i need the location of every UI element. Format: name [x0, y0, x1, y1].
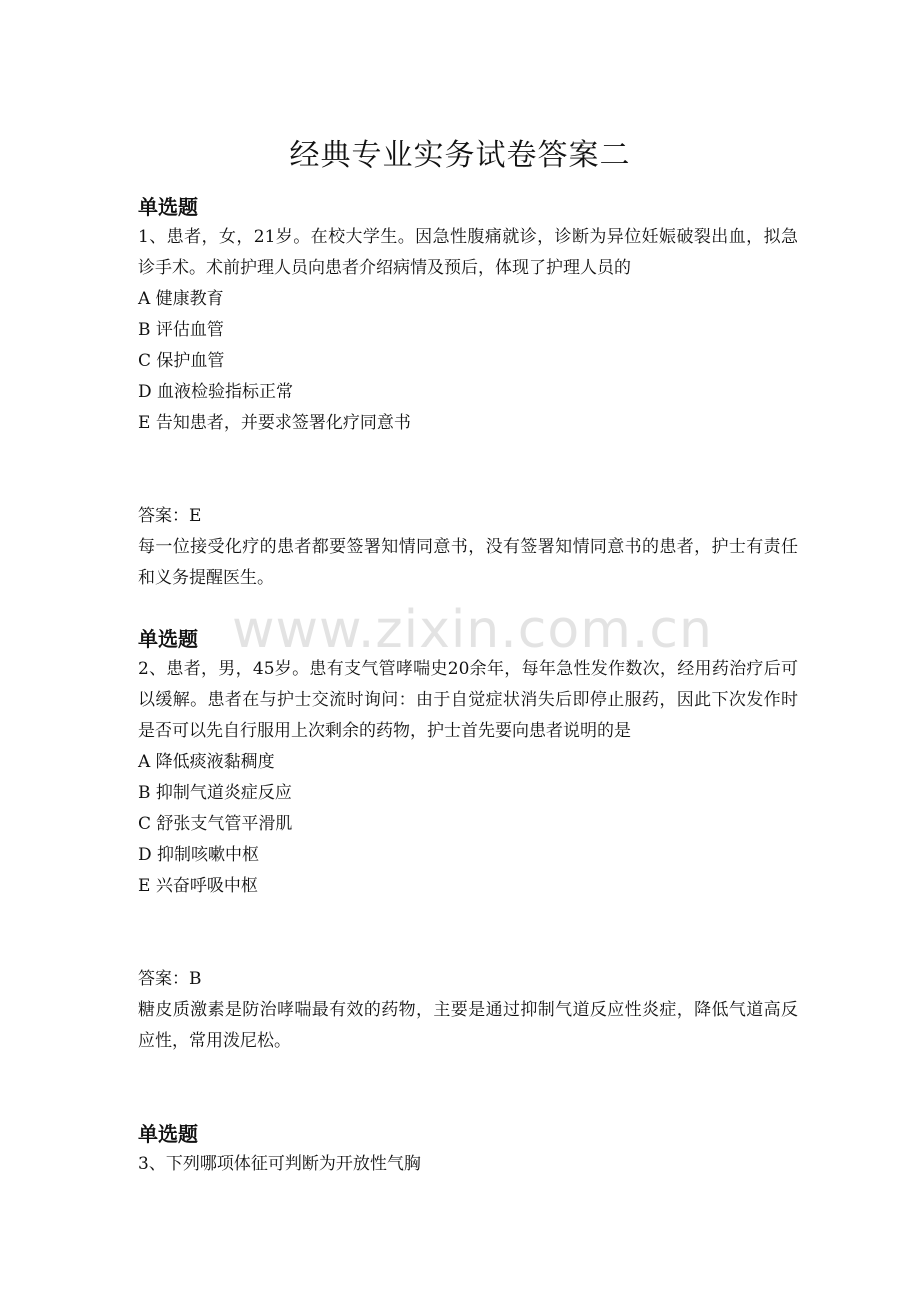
answer-block — [138, 501, 798, 594]
option-c: C 舒张支气管平滑肌 — [138, 814, 293, 834]
page-title: 经典专业实务试卷答案二 — [289, 138, 631, 174]
question-3 — [138, 1119, 798, 1180]
answer-block — [138, 964, 798, 1057]
question-stem: 1、患者，女，21岁。在校大学生。因急性腹痛就诊，诊断为异位妊娠破裂出血，拟急诊手术。术前护理人员向患者介绍病情及预后，体现了护理人员的 — [138, 227, 798, 278]
option-b: B 评估血管 — [138, 320, 224, 340]
answer-explanation: 糖皮质激素是防治哮喘最有效的药物，主要是通过抑制气道反应性炎症，降低气道高反应性，常用泼尼松。 — [138, 1000, 798, 1051]
option-a: A 降低痰液黏稠度 — [138, 752, 275, 772]
option-c: C 保护血管 — [138, 351, 225, 371]
option-e: E 告知患者，并要求签署化疗同意书 — [138, 413, 411, 433]
option-b: B 抑制气道炎症反应 — [138, 783, 292, 803]
option-a: A 健康教育 — [138, 289, 224, 309]
option-d: D 抑制咳嗽中枢 — [138, 845, 260, 865]
question-type-heading: 单选题 — [138, 195, 198, 219]
question-type-heading: 单选题 — [138, 1122, 198, 1146]
answer-explanation: 每一位接受化疗的患者都要签署知情同意书，没有签署知情同意书的患者，护士有责任和义务提醒医生。 — [138, 537, 798, 588]
answer-label: 答案：B — [138, 969, 202, 989]
option-d: D 血液检验指标正常 — [138, 382, 294, 402]
option-e: E 兴奋呼吸中枢 — [138, 876, 258, 896]
question-stem: 2、患者，男，45岁。患有支气管哮喘史20余年，每年急性发作数次，经用药治疗后可以缓解。患者在与护士交流时询问：由于自觉症状消失后即停止服药，因此下次发作时是否可以先自行服用上次剩余的药物，护士首先要向患者说明的是 — [138, 659, 798, 741]
answer-label: 答案：E — [138, 506, 202, 526]
question-stem: 3、下列哪项体征可判断为开放性气胸 — [138, 1154, 421, 1174]
question-1 — [138, 192, 798, 594]
question-type-heading: 单选题 — [138, 627, 198, 651]
question-2 — [138, 624, 798, 1057]
watermark: www.zixin.com.cn — [232, 600, 713, 660]
